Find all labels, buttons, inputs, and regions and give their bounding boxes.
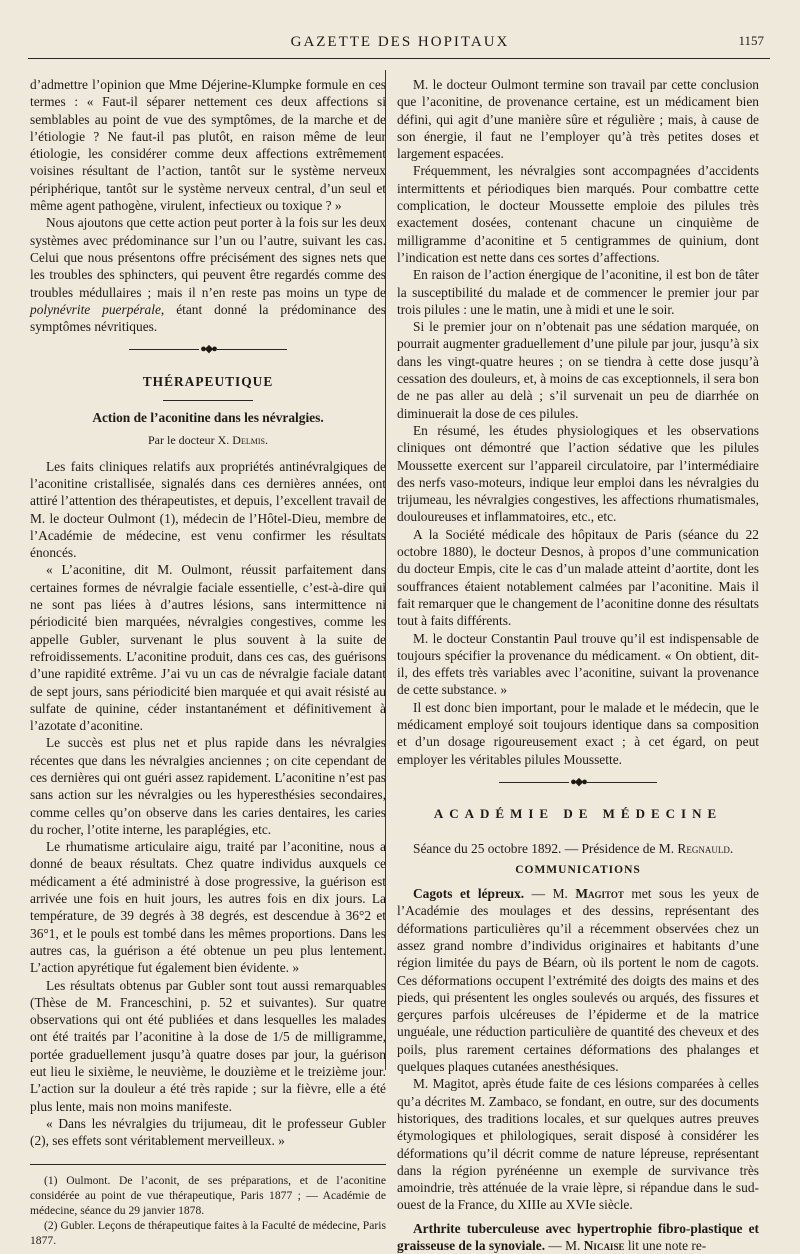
paragraph: Cagots et lépreux. — M. Magitot met sous les yeux de l’Académie des moulages et des dessins, représentant des déformations particulières qu’il a récemment observées chez un assez grand nombre d’individus originaires et habitants d’une région limitée du pays de Béarn, où ils portent le nom de cagots. Ces déformations occupent l’extrémité des doigts des mains et des pieds, qui présentent les ongles soulevés ou arqués, des fissures et gerçures parfois ulcéreuses de l’épiderme et de la matrice unguéale, une réduction particulière de quantité des cheveux et des poils, plus rarement certaines déformations des phalanges et quelques plaques cutanées anesthésiques. — [397, 886, 759, 1075]
paragraph: En résumé, les études physiologiques et les observations cliniques ont démontré que l’action sédative que les pilules Moussette exercent sur l’appareil circulatoire, par l’intermédiaire des nerfs vaso-moteurs, indique leur emploi dans les névralgies du trijumeau, les névralgies congestives, les affections rhumatismales, douloureuses et inflammatoires, etc., etc. — [397, 422, 759, 525]
section-heading: THÉRAPEUTIQUE — [142, 373, 274, 389]
paragraph: A la Société médicale des hôpitaux de Paris (séance du 22 octobre 1880), le docteur Desnos, à propos d’une communication du docteur Empis, cite le cas d’un malade atteint d’aortite, dont les souffrances étaient notablement calmées par l’aconitine. Mais il fait remarquer que le changement de l’aconitine donne des résultats tout à faits différents. — [397, 526, 759, 629]
footnote-separator — [30, 1164, 386, 1165]
footnote: (2) Gubler. Leçons de thérapeutique faites à la Faculté de médecine, Paris 1877. — [30, 1218, 386, 1247]
paragraph: Arthrite tuberculeuse avec hypertrophie fibro-plastique et graisseuse de la synoviale. — M. Nicaise lit une note re- — [397, 1220, 759, 1253]
footnote: (1) Oulmont. De l’aconit, de ses préparations, et de l’aconitine considérée au point de vue thérapeutique, Paris 1877 ; — Académie de médecine, séance du 29 janvier 1878. — [30, 1173, 386, 1217]
running-header — [0, 34, 800, 64]
paragraph: « L’aconitine, dit M. Oulmont, réussit parfaitement dans certaines formes de névralgie faciale essentielle, c’est-à-dire qui ne sont pas liées à d’autres lésions, sans intermittence ni périodicité bien marquées, névralgies congestives, comme les appelle Gubler, survenant le plus souvent à la suite de refroidissements. L’aconitine produit, dans ces cas, des guérisons d’une rapidité extrême. J’ai vu un cas de névralgie faciale datant de sept jours, sans périodicité bien marquée et qui avait résisté au sulfate de quinine, céder instantanément et définitivement à l’azotate d’aconitine. — [30, 562, 386, 734]
paragraph: Le rhumatisme articulaire aigu, traité par l’aconitine, nous a donné de beaux résultats. Chez quatre individus auxquels ce médicament a été administré à dose progressive, la guérison est arrivée une fois en huit jours, les autres fois en dix jours. La température, de 39 degrés à 38 degrés, est descendue à 36°2 et 36°1, et le pouls est tombé dans les mêmes proportions. Dans les autres cas, la guérison a été obtenue un peu plus lentement. L’action apyrétique fut également bien évidente. » — [30, 839, 386, 976]
journal-title: GAZETTE DES HOPITAUX — [290, 34, 510, 50]
paragraph: M. Magitot, après étude faite de ces lésions comparées à celles qu’a décrites M. Zambaco, se fondant, en outre, sur des documents historiques, des traditions locales, et sur quelques autres preuves étymologiques et philologiques, serait disposé à considérer les déformations qu’il décrit comme de nature lépreuse, représentant dans la région pyrénéenne un exemple de survivance très amoindrie, très atténuée de la vraie lèpre, si répandue dans le sud-ouest de la France, du XIIIe au XVIe siècle. — [397, 1076, 759, 1213]
paragraph: M. le docteur Oulmont termine son travail par cette conclusion que l’aconitine, de provenance certaine, est un médicament bien défini, qui agit d’une manière sûre et régulière ; mais, à cause de son énergie, il faut ne l’employer qu’à très petites doses et largement espacées. — [397, 77, 759, 162]
article-title: Action de l’aconitine dans les névralgies. — [92, 410, 324, 426]
runin-title: Arthrite tuberculeuse avec hypertrophie fibro-plastique et graisseuse de la synoviale. — [397, 1220, 759, 1253]
section-ornament: ●◆● — [397, 774, 759, 791]
paragraph: Il est donc bien important, pour le malade et le médecin, que le médicament employé soit toujours identique dans sa composition et d’un dosage rigoureusement exact ; à cet égard, on peut employer les véritables pilules Moussette. — [397, 699, 759, 767]
short-rule — [163, 400, 253, 401]
seance-line: Séance du 25 octobre 1892. — Présidence de M. Regnauld. — [413, 841, 734, 857]
paragraph: « Dans les névralgies du trijumeau, dit le professeur Gubler (2), ses effets sont véritablement merveilleux. » — [30, 1115, 386, 1149]
italic-term: polynévrite puerpérale — [30, 301, 161, 317]
paragraph: Si le premier jour on n’obtenait pas une sédation marquée, on pourrait augmenter graduellement d’une pilule par jour, jusqu’à six dans les vingt-quatre heures ; on se tiendra à cette dose jusqu’à cessation des douleurs, et, à moins de cas exceptionnels, il sera bon de ne pas aller au delà ; s’il survenait un peu de diarrhée on diminuerait la dose de ces pilules. — [397, 319, 759, 421]
paragraph: d’admettre l’opinion que Mme Déjerine-Klumpke formule en ces termes : « Faut-il séparer nettement ces deux affections si semblables au point de vue des symptômes, de la marche et de l’étiologie ? Ne faut-il pas plutôt, en raison même de leur étiologie, les considérer comme deux affections extrêmement voisines résultant de l’action, tantôt sur le système nerveux périphérique, tantôt sur le système nerveux central, d’un seul et même agent pathogène, virulent, infectieux ou toxique ? » — [30, 77, 386, 214]
paragraph: Fréquemment, les névralgies sont accompagnées d’accidents intermittents et périodiques bien marqués. Pour combattre cette complication, le docteur Moussette emploie des pilules très exactement dosées, contenant chacune un cinquième de milligramme d’aconitine et 5 centigrammes de quinium, dont l’indication est nette dans ces sortes d’affections. — [397, 163, 759, 265]
paragraph: En raison de l’action énergique de l’aconitine, il est bon de tâter la susceptibilité du malade et de commencer le premier jour par trois pilules : une le matin, une à midi et une le soir. — [397, 267, 759, 317]
page-number: 1157 — [738, 33, 764, 48]
paragraph: Les résultats obtenus par Gubler sont tout aussi remarquables (Thèse de M. Franceschini, p. 52 et suivantes). Sur quatre observations qui ont été publiées et dans lesquelles les malades ont été traités par l’aconitine à la dose de 1/5 de milligramme, portée graduellement jusqu’à quatre doses par jour, la guérison eut lieu le sixième, le neuvième, le douzième et le treizième jour. L’action sur la douleur a été très rapide ; sur la fièvre, elle a été plus lente, mais non moins manifeste. — [30, 977, 386, 1114]
byline: Par le docteur X. Delmis. — [148, 433, 268, 448]
paragraph: Les faits cliniques relatifs aux propriétés antinévralgiques de l’aconitine cristallisée, signalés dans ces dernières années, ont attiré l’attention des thérapeutistes, et depuis, l’excellent travail de M. le docteur Oulmont (1), médecin de l’Hôtel-Dieu, membre de l’Académie de médecine, est venu confirmer les résultats énoncés. — [30, 458, 386, 561]
header-rule — [28, 58, 770, 59]
subsection-heading: COMMUNICATIONS — [515, 863, 641, 876]
section-ornament: ●◆● — [30, 341, 386, 358]
paragraph: M. le docteur Constantin Paul trouve qu’il est indispensable de toujours spécifier la provenance du médicament. « On obtient, dit-il, des effets très variables avec l’aconitine, suivant la provenance de cette substance. » — [397, 630, 759, 698]
right-column — [397, 76, 759, 1254]
runin-title: Cagots et lépreux. — [413, 886, 525, 902]
paragraph: Le succès est plus net et plus rapide dans les névralgies récentes que dans les névralgies anciennes ; on cite cependant de ces dernières qui ont guéri assez rapidement. L’aconitine n’est pas sans action sur les névralgies ou les hyperesthésies secondaires, comme celles qu’on observe dans les caries dentaires, les caries du rocher, l’otite interne, les paraplégies, etc. — [30, 735, 386, 837]
left-column — [30, 76, 386, 1248]
section-heading: ACADÉMIE DE MÉDECINE — [433, 806, 723, 822]
paragraph: Nous ajoutons que cette action peut porter à la fois sur les deux systèmes avec prédominance sur l’un ou l’autre, suivant les cas. Celui que nous présentons offre précisément des signes nets que les troubles des sphincters, qui peuvent être regardés comme des troubles médullaires ; mais il n’en reste pas moins un type de polynévrite puerpérale, étant donné la prédominance des symptômes névritiques. — [30, 215, 386, 335]
